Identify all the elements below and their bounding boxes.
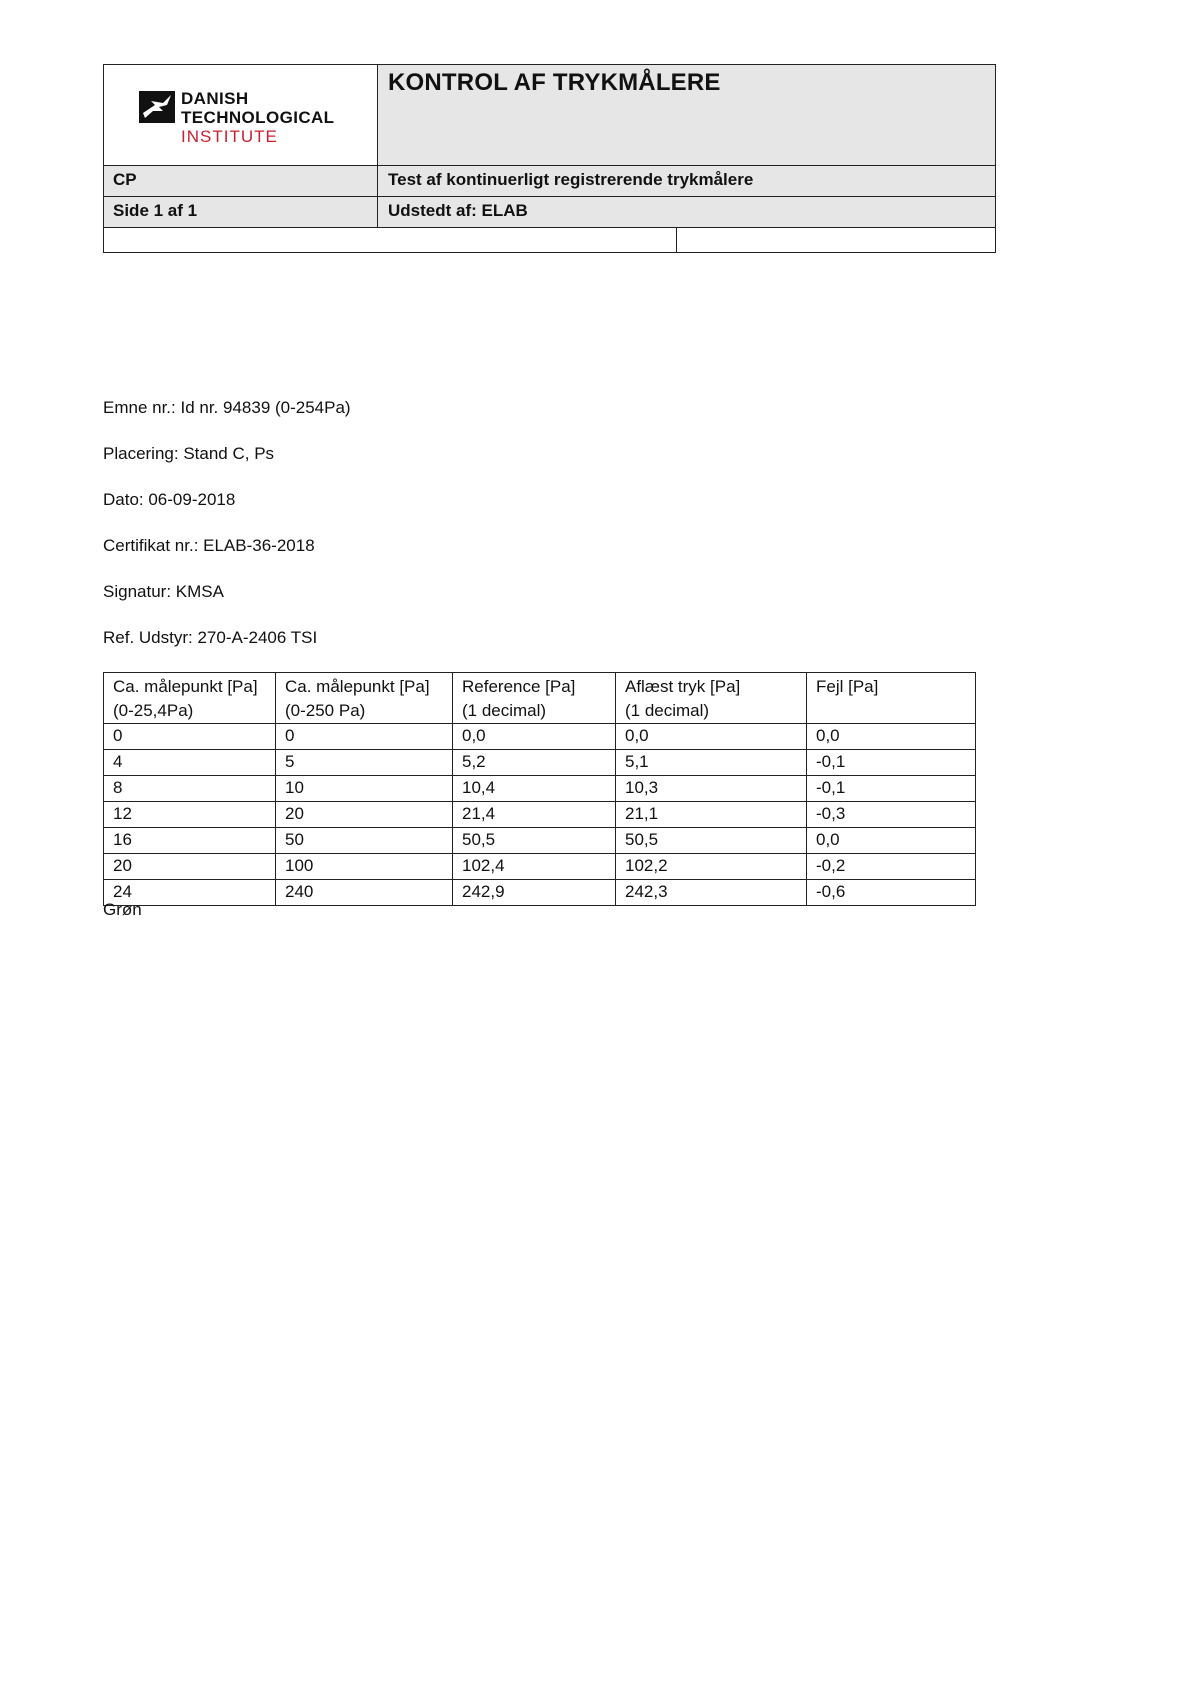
dti-bird-logo-icon — [139, 91, 175, 123]
column-header — [104, 673, 276, 724]
table-cell: 50,5 — [616, 828, 807, 854]
page-label: Side 1 af 1 — [104, 197, 378, 227]
table-row — [104, 854, 976, 880]
status-note: Grøn — [103, 900, 142, 919]
header-row-page — [104, 197, 995, 228]
table-cell: 16 — [104, 828, 276, 854]
issued-by: Udstedt af: ELAB — [378, 197, 995, 227]
column-header-line2: (0-250 Pa) — [285, 701, 366, 720]
column-header-line1: Ca. målepunkt [Pa] — [285, 677, 430, 696]
table-cell: -0,1 — [807, 776, 976, 802]
table-cell: 24 — [104, 880, 276, 906]
table-cell: 12 — [104, 802, 276, 828]
column-header — [616, 673, 807, 724]
table-cell: 102,4 — [453, 854, 616, 880]
info-certifikat: Certifikat nr.: ELAB-36-2018 — [103, 536, 315, 555]
document-header — [103, 64, 996, 253]
cp-label: CP — [104, 166, 378, 196]
table-cell: 242,9 — [453, 880, 616, 906]
logo-line-technological: TECHNOLOGICAL — [181, 108, 335, 127]
table-cell: 10 — [276, 776, 453, 802]
table-row — [104, 724, 976, 750]
table-cell: 0,0 — [807, 828, 976, 854]
table-cell: -0,1 — [807, 750, 976, 776]
table-cell: 0 — [276, 724, 453, 750]
column-header-line1: Aflæst tryk [Pa] — [625, 677, 741, 696]
table-cell: -0,2 — [807, 854, 976, 880]
table-row — [104, 802, 976, 828]
column-header — [276, 673, 453, 724]
table-cell: -0,6 — [807, 880, 976, 906]
column-header-line1: Fejl [Pa] — [816, 677, 879, 696]
table-cell: 20 — [276, 802, 453, 828]
table-cell: 8 — [104, 776, 276, 802]
measurement-table — [103, 672, 976, 906]
table-cell: 240 — [276, 880, 453, 906]
table-row — [104, 776, 976, 802]
info-signatur: Signatur: KMSA — [103, 582, 224, 601]
table-cell: 102,2 — [616, 854, 807, 880]
table-cell: 5,2 — [453, 750, 616, 776]
table-cell: 50,5 — [453, 828, 616, 854]
info-emne: Emne nr.: Id nr. 94839 (0-254Pa) — [103, 398, 351, 417]
column-header-line1: Ca. målepunkt [Pa] — [113, 677, 258, 696]
column-header — [807, 673, 976, 724]
table-cell: 21,1 — [616, 802, 807, 828]
column-header-line2: (0-25,4Pa) — [113, 701, 194, 720]
table-cell: 0,0 — [616, 724, 807, 750]
table-cell: 4 — [104, 750, 276, 776]
empty-cell-right — [677, 228, 995, 252]
table-cell: 20 — [104, 854, 276, 880]
logo-line-danish: DANISH — [181, 89, 249, 108]
column-header-line2: (1 decimal) — [625, 701, 710, 720]
logo-text — [181, 89, 334, 146]
table-cell: 0,0 — [453, 724, 616, 750]
header-row-cp — [104, 166, 995, 197]
column-header-line2: (1 decimal) — [462, 701, 547, 720]
document-subtitle: Test af kontinuerligt registrerende trykmålere — [378, 166, 995, 196]
company-logo — [139, 89, 334, 146]
table-cell: 0 — [104, 724, 276, 750]
table-row — [104, 828, 976, 854]
table-cell: 10,4 — [453, 776, 616, 802]
column-header-line1: Reference [Pa] — [462, 677, 576, 696]
table-cell: -0,3 — [807, 802, 976, 828]
info-placering: Placering: Stand C, Ps — [103, 444, 275, 463]
header-top-row — [104, 65, 995, 166]
info-dato: Dato: 06-09-2018 — [103, 490, 236, 509]
table-cell: 21,4 — [453, 802, 616, 828]
logo-cell — [104, 65, 378, 165]
empty-cell-left — [104, 228, 677, 252]
table-cell: 242,3 — [616, 880, 807, 906]
logo-line-institute: INSTITUTE — [181, 127, 278, 146]
table-cell: 5,1 — [616, 750, 807, 776]
table-row — [104, 750, 976, 776]
table-cell: 5 — [276, 750, 453, 776]
table-row — [104, 880, 976, 906]
info-ref-udstyr: Ref. Udstyr: 270-A-2406 TSI — [103, 628, 318, 647]
table-header-row — [104, 673, 976, 724]
table-cell: 0,0 — [807, 724, 976, 750]
document-title: KONTROL AF TRYKMÅLERE — [378, 65, 995, 165]
table-cell: 100 — [276, 854, 453, 880]
header-row-empty — [104, 228, 995, 252]
table-cell: 10,3 — [616, 776, 807, 802]
table-cell: 50 — [276, 828, 453, 854]
column-header — [453, 673, 616, 724]
